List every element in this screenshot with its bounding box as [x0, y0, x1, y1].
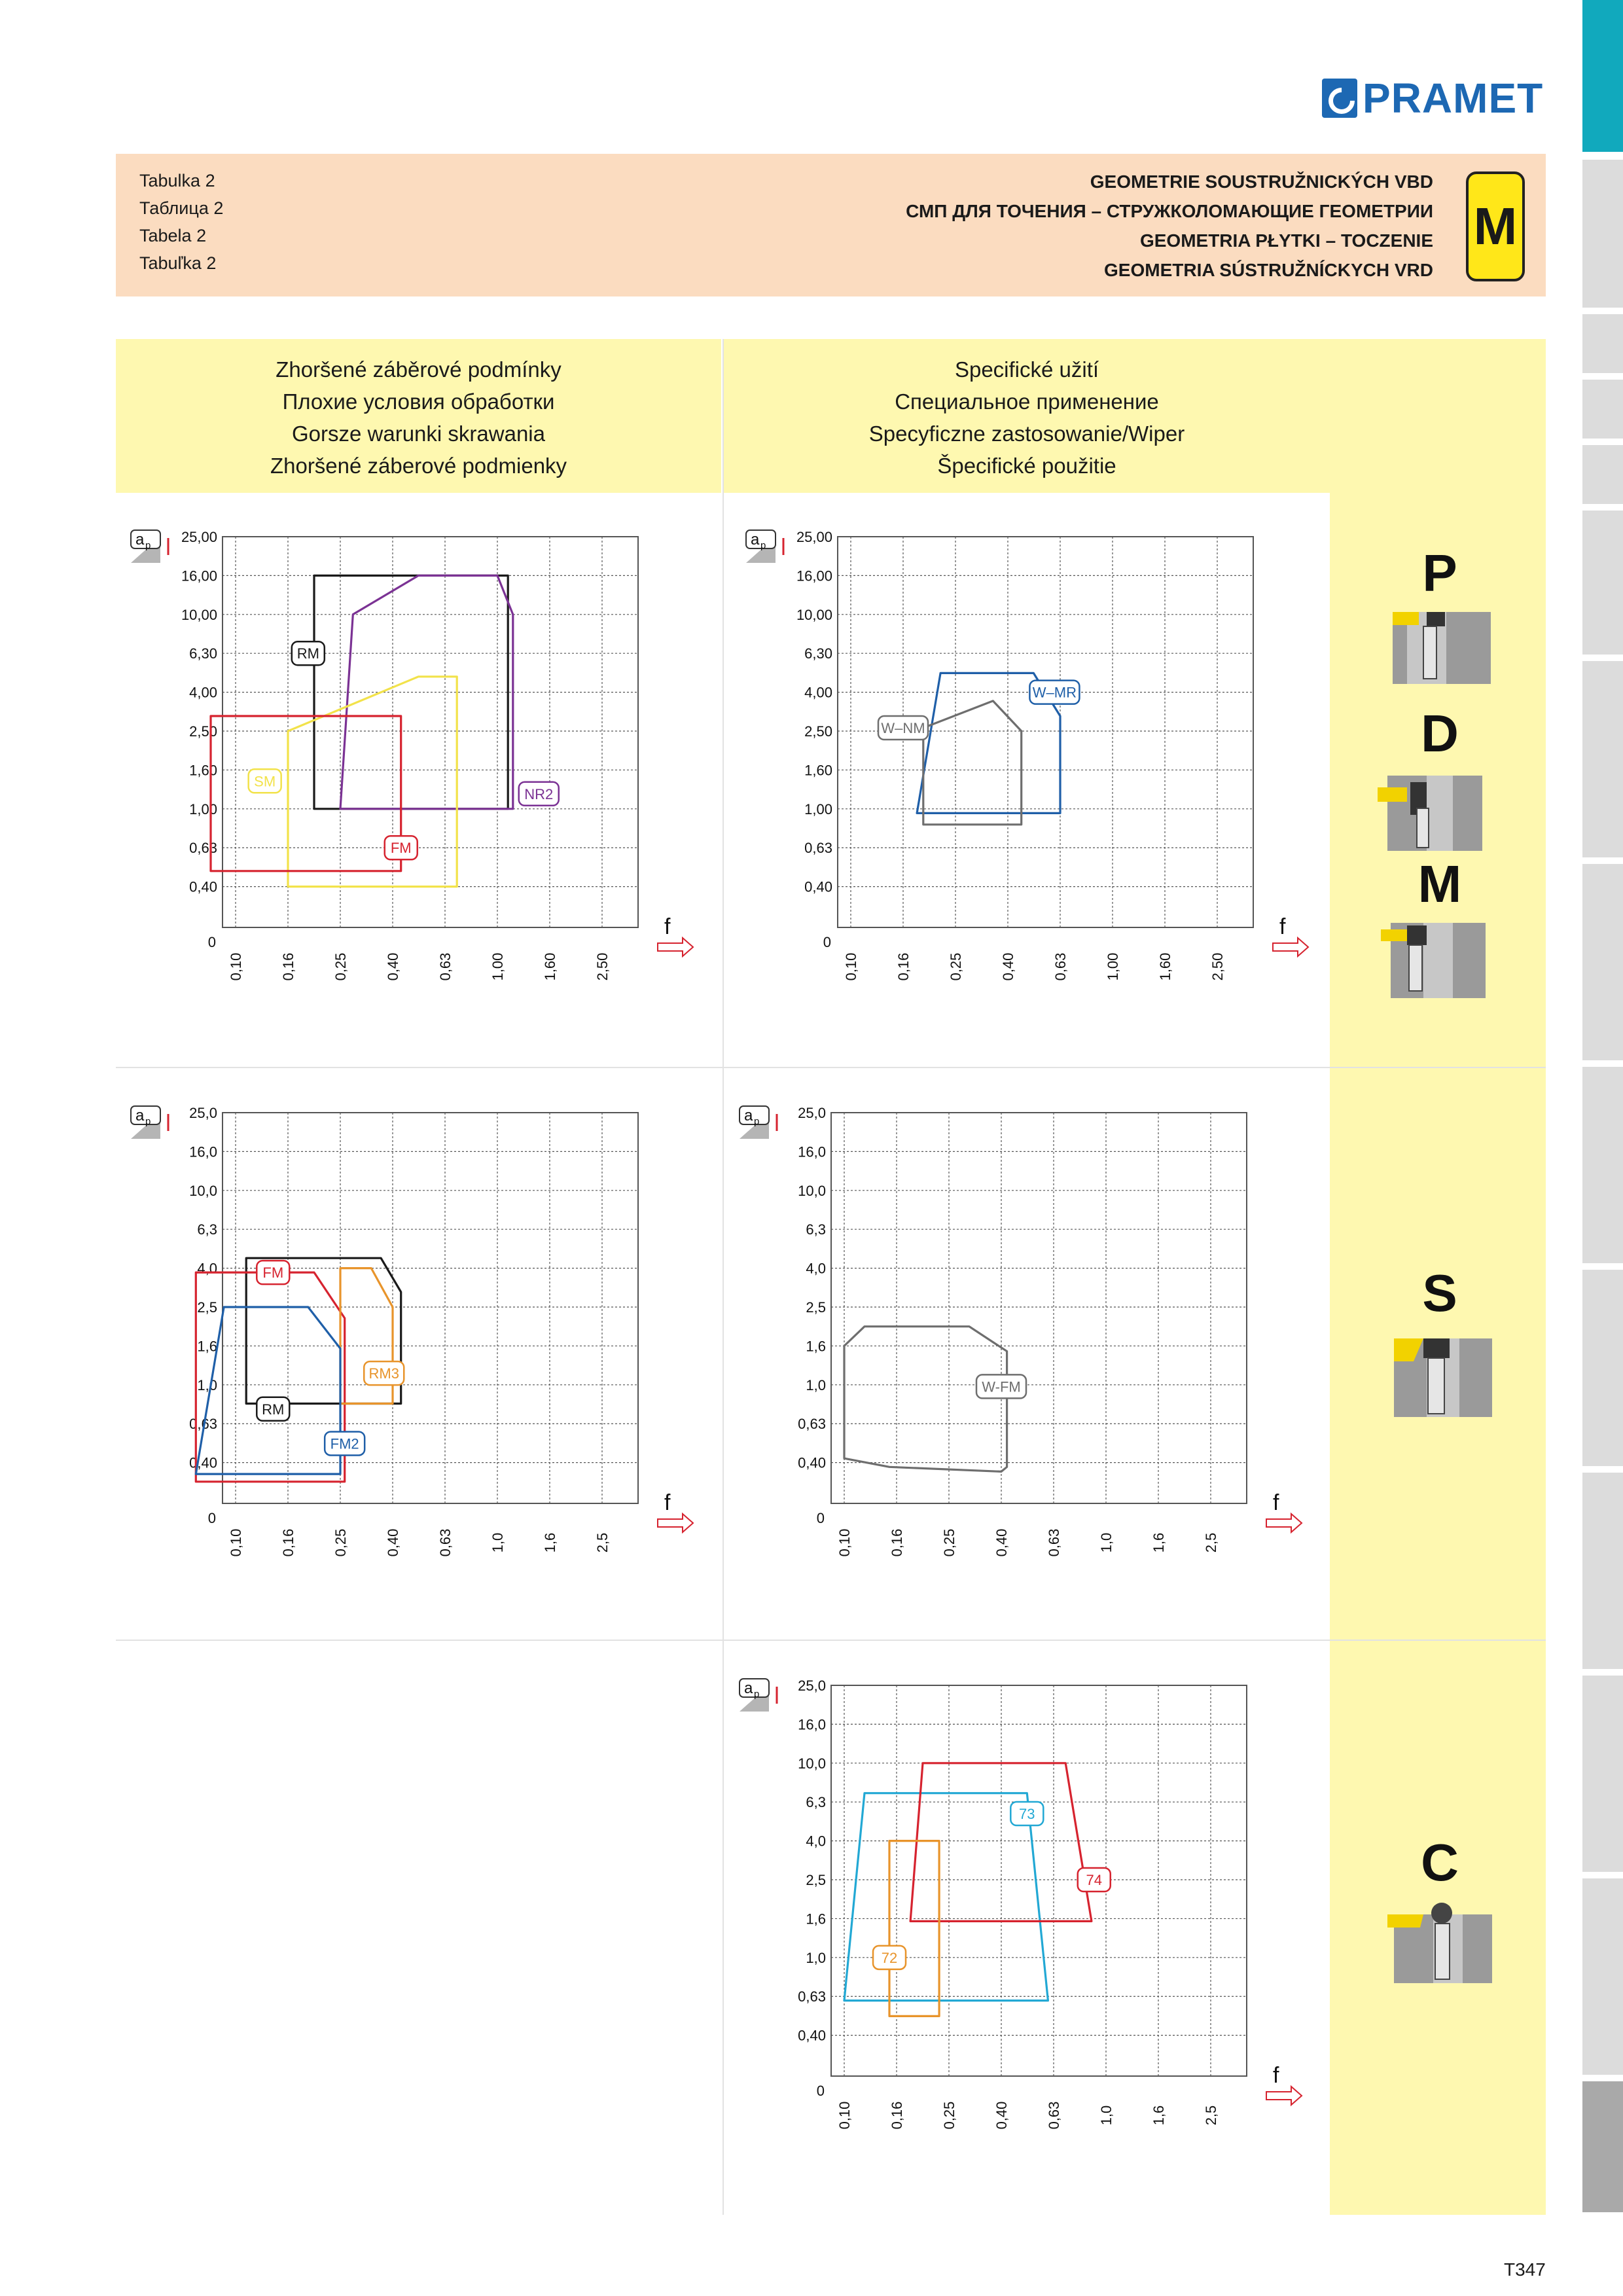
- section-tab[interactable]: [1582, 445, 1623, 504]
- column-header-left: [116, 339, 721, 493]
- section-tab[interactable]: [1582, 314, 1623, 373]
- brand-logo: [1322, 72, 1543, 124]
- insert-holder-m-icon: [1378, 916, 1489, 1001]
- y-tick-label: 1,6: [197, 1338, 217, 1355]
- series-label: FM: [262, 1265, 284, 1282]
- series-label: SM: [254, 773, 276, 790]
- column-divider: [722, 339, 724, 2215]
- y-tick-label: 6,30: [189, 645, 217, 662]
- x-tick-label: 1,0: [1098, 1532, 1115, 1553]
- x-tick-label: 0,40: [993, 2101, 1010, 2130]
- origin-label: 0: [816, 2083, 825, 2099]
- origin-label: 0: [207, 1510, 216, 1526]
- f-symbol: f: [664, 914, 671, 939]
- x-tick-label: 0,63: [437, 1528, 454, 1557]
- series-label: RM: [262, 1401, 285, 1418]
- section-tab[interactable]: [1582, 380, 1623, 439]
- series-label: W-FM: [982, 1378, 1021, 1395]
- f-symbol: f: [664, 1490, 671, 1515]
- f-arrow-icon: [1266, 2087, 1302, 2105]
- y-tick-label: 10,0: [798, 1755, 826, 1772]
- y-tick-label: 25,0: [798, 1105, 826, 1121]
- series-label: 72: [881, 1949, 898, 1966]
- x-tick-label: 0,10: [843, 952, 859, 981]
- x-tick-label: 1,0: [490, 1532, 506, 1553]
- y-tick-label: 16,0: [798, 1143, 826, 1160]
- page-number: T347: [1504, 2259, 1546, 2280]
- table-number-cs: Tabulka 2: [139, 171, 215, 190]
- y-tick-label: 6,30: [804, 645, 832, 662]
- insert-holder-d-icon: [1374, 769, 1486, 854]
- column-left-pl: Gorsze warunki skrawania: [292, 422, 545, 446]
- y-tick-label: 1,6: [806, 1338, 826, 1355]
- y-tick-label: 2,5: [806, 1299, 826, 1316]
- ap-symbol-sub: p: [145, 1116, 151, 1127]
- ap-axis-icon: [740, 1679, 777, 1712]
- x-tick-label: 1,00: [1105, 952, 1121, 981]
- material-letter-d: D: [1421, 704, 1459, 762]
- table-number-pl: Tabela 2: [139, 226, 207, 245]
- x-tick-label: 0,16: [889, 1528, 905, 1557]
- chart-svg: [128, 1100, 717, 1597]
- brand-name: PRAMET: [1363, 75, 1544, 122]
- ap-symbol-sub: p: [760, 540, 766, 551]
- series-label: RM3: [368, 1365, 399, 1382]
- x-tick-label: 2,50: [594, 952, 611, 981]
- table-header: [116, 154, 1546, 296]
- x-tick-label: 0,10: [836, 2101, 853, 2130]
- y-tick-label: 10,0: [798, 1182, 826, 1199]
- f-arrow-icon: [658, 938, 693, 956]
- y-tick-label: 0,40: [798, 2027, 826, 2044]
- x-tick-label: 0,25: [941, 1528, 957, 1557]
- material-letter-m: M: [1418, 855, 1462, 913]
- y-tick-label: 16,0: [189, 1143, 217, 1160]
- x-tick-label: 1,6: [1150, 1532, 1167, 1553]
- ap-axis-icon: [131, 1106, 168, 1139]
- section-tab[interactable]: [1582, 160, 1623, 308]
- y-tick-label: 1,0: [197, 1376, 217, 1393]
- x-tick-label: 0,16: [280, 1528, 296, 1557]
- y-tick-label: 1,00: [804, 800, 832, 817]
- x-tick-label: 0,10: [228, 1528, 244, 1557]
- y-tick-label: 0,40: [189, 1454, 217, 1471]
- x-tick-label: 0,40: [1000, 952, 1016, 981]
- f-symbol: f: [1279, 914, 1286, 939]
- table-title-pl: GEOMETRIA PŁYTKI – TOCZENIE: [1139, 230, 1433, 251]
- x-tick-label: 0,10: [228, 952, 244, 981]
- ap-axis-icon: [131, 530, 168, 563]
- column-left-ru: Плохие условия обработки: [282, 389, 555, 414]
- x-tick-label: 0,16: [895, 952, 912, 981]
- plot-frame: [831, 1113, 1247, 1503]
- series-label: W–MR: [1032, 684, 1077, 701]
- y-tick-label: 0,63: [189, 840, 217, 857]
- series-label: RM: [296, 645, 319, 662]
- x-tick-label: 0,25: [948, 952, 964, 981]
- y-tick-label: 0,63: [804, 840, 832, 857]
- pramet-logo-icon: [1322, 79, 1357, 118]
- plot-frame: [223, 537, 638, 927]
- column-header-right: [724, 339, 1330, 493]
- material-group-badge: M: [1466, 171, 1525, 281]
- column-right-pl: Specyficzne zastosowanie/Wiper: [868, 422, 1185, 446]
- x-tick-label: 1,6: [1150, 2105, 1167, 2126]
- table-title-cs: GEOMETRIE SOUSTRUŽNICKÝCH VBD: [1090, 171, 1433, 192]
- ap-axis-icon: [746, 530, 783, 563]
- x-tick-label: 1,6: [542, 1532, 558, 1553]
- material-letter-c: C: [1421, 1833, 1459, 1892]
- x-tick-label: 1,0: [1098, 2105, 1115, 2126]
- ap-symbol-sub: p: [145, 540, 151, 551]
- y-tick-label: 1,00: [189, 800, 217, 817]
- ap-symbol-sub: p: [754, 1689, 760, 1700]
- series-label: 74: [1086, 1872, 1102, 1889]
- y-tick-label: 0,63: [798, 1988, 826, 2005]
- row-divider: [116, 1067, 1546, 1068]
- chart-pdm-right: [743, 524, 1332, 1024]
- y-tick-label: 6,3: [806, 1794, 826, 1811]
- section-tab-active[interactable]: [1582, 0, 1623, 152]
- table-title-ru: СМП ДЛЯ ТОЧЕНИЯ – СТРУЖКОЛОМАЮЩИЕ ГЕОМЕТРИИ: [906, 201, 1433, 221]
- y-tick-label: 16,00: [181, 567, 217, 584]
- y-tick-label: 10,00: [796, 606, 832, 623]
- x-tick-label: 0,25: [332, 1528, 349, 1557]
- x-tick-label: 1,60: [542, 952, 558, 981]
- material-letter-s: S: [1422, 1264, 1457, 1322]
- y-tick-label: 1,60: [189, 762, 217, 779]
- y-tick-label: 0,40: [804, 878, 832, 895]
- column-right-cs: Specifické užití: [954, 357, 1099, 382]
- chart-svg: [128, 524, 717, 1021]
- y-tick-label: 0,63: [189, 1416, 217, 1433]
- section-tab[interactable]: [1582, 1473, 1623, 1669]
- ap-symbol: a: [744, 1107, 753, 1124]
- y-tick-label: 25,0: [798, 1677, 826, 1694]
- y-tick-label: 16,00: [796, 567, 832, 584]
- y-tick-label: 6,3: [197, 1221, 217, 1238]
- x-tick-label: 0,63: [1046, 1528, 1062, 1557]
- y-tick-label: 25,00: [181, 529, 217, 545]
- ap-symbol-sub: p: [754, 1116, 760, 1127]
- column-right-sk: Špecifické použitie: [937, 454, 1116, 478]
- series-label: FM: [390, 840, 412, 857]
- x-tick-label: 0,10: [836, 1528, 853, 1557]
- x-tick-label: 0,25: [941, 2101, 957, 2130]
- x-tick-label: 1,00: [490, 952, 506, 981]
- y-tick-label: 1,0: [806, 1949, 826, 1966]
- origin-label: 0: [816, 1510, 825, 1526]
- table-number: [139, 167, 223, 277]
- table-title: [906, 167, 1433, 285]
- x-tick-label: 2,5: [1203, 1532, 1219, 1553]
- x-tick-label: 0,16: [280, 952, 296, 981]
- series-label: W–NM: [881, 720, 925, 737]
- ap-symbol: a: [744, 1679, 753, 1697]
- x-tick-label: 0,63: [437, 952, 454, 981]
- y-tick-label: 1,0: [806, 1376, 826, 1393]
- section-tab[interactable]: [1582, 864, 1623, 1060]
- origin-label: 0: [823, 934, 831, 950]
- y-tick-label: 1,6: [806, 1910, 826, 1928]
- section-tab[interactable]: [1582, 1270, 1623, 1466]
- table-number-ru: Таблица 2: [139, 198, 224, 218]
- section-tab[interactable]: [1582, 661, 1623, 857]
- insert-holder-p-icon: [1387, 605, 1499, 691]
- ap-symbol: a: [751, 531, 760, 548]
- x-tick-label: 0,40: [385, 952, 401, 981]
- chart-s-left: [128, 1100, 717, 1600]
- plot-frame: [831, 1685, 1247, 2076]
- section-tabs: [1582, 0, 1623, 2296]
- f-arrow-icon: [658, 1514, 693, 1532]
- y-tick-label: 0,40: [189, 878, 217, 895]
- table-title-sk: GEOMETRIA SÚSTRUŽNÍCKYCH VRD: [1104, 260, 1433, 280]
- series-label: FM2: [330, 1435, 359, 1452]
- ap-symbol: a: [135, 1107, 145, 1124]
- section-tab[interactable]: [1582, 1878, 1623, 2075]
- section-tab[interactable]: [1582, 1676, 1623, 1872]
- y-tick-label: 4,0: [806, 1833, 826, 1850]
- x-tick-label: 0,25: [332, 952, 349, 981]
- chart-svg: [736, 1100, 1325, 1597]
- x-tick-label: 2,5: [594, 1532, 611, 1553]
- y-tick-label: 25,0: [189, 1105, 217, 1121]
- column-left-cs: Zhoršené záběrové podmínky: [276, 357, 562, 382]
- chart-pdm-left: [128, 524, 717, 1024]
- series-label: NR2: [524, 785, 554, 802]
- chart-svg: [743, 524, 1332, 1021]
- insert-holder-c-icon: [1384, 1901, 1495, 1986]
- y-tick-label: 0,63: [798, 1416, 826, 1433]
- ap-axis-icon: [740, 1106, 777, 1139]
- chart-s-right: [736, 1100, 1325, 1600]
- section-tab[interactable]: [1582, 1067, 1623, 1263]
- section-tab[interactable]: [1582, 2081, 1623, 2212]
- x-tick-label: 0,16: [889, 2101, 905, 2130]
- y-tick-label: 2,50: [804, 723, 832, 740]
- y-tick-label: 4,0: [806, 1260, 826, 1277]
- x-tick-label: 1,60: [1157, 952, 1173, 981]
- ap-symbol: a: [135, 531, 145, 548]
- origin-label: 0: [207, 934, 216, 950]
- y-tick-label: 10,00: [181, 606, 217, 623]
- f-arrow-icon: [1273, 938, 1308, 956]
- y-tick-label: 4,00: [804, 684, 832, 701]
- column-left-sk: Zhoršené záberové podmienky: [270, 454, 567, 478]
- x-tick-label: 2,5: [1203, 2105, 1219, 2126]
- f-symbol: f: [1273, 1490, 1279, 1515]
- x-tick-label: 0,40: [993, 1528, 1010, 1557]
- section-tab[interactable]: [1582, 511, 1623, 655]
- y-tick-label: 0,40: [798, 1454, 826, 1471]
- insert-holder-s-icon: [1387, 1335, 1499, 1420]
- x-tick-label: 0,63: [1052, 952, 1069, 981]
- y-tick-label: 2,5: [806, 1872, 826, 1889]
- y-tick-label: 2,50: [189, 723, 217, 740]
- column-right-ru: Специальное применение: [895, 389, 1159, 414]
- y-tick-label: 16,0: [798, 1716, 826, 1733]
- y-tick-label: 4,0: [197, 1260, 217, 1277]
- x-tick-label: 2,50: [1209, 952, 1226, 981]
- table-number-sk: Tabuľka 2: [139, 253, 217, 273]
- y-tick-label: 6,3: [806, 1221, 826, 1238]
- y-tick-label: 4,00: [189, 684, 217, 701]
- x-tick-label: 0,40: [385, 1528, 401, 1557]
- y-tick-label: 2,5: [197, 1299, 217, 1316]
- f-symbol: f: [1273, 2063, 1279, 2088]
- material-letter-p: P: [1422, 544, 1457, 602]
- f-arrow-icon: [1266, 1514, 1302, 1532]
- chart-c-right: [736, 1672, 1325, 2173]
- series-label: 73: [1019, 1805, 1035, 1822]
- y-tick-label: 1,60: [804, 762, 832, 779]
- y-tick-label: 25,00: [796, 529, 832, 545]
- x-tick-label: 0,63: [1046, 2101, 1062, 2130]
- y-tick-label: 10,0: [189, 1182, 217, 1199]
- row-divider: [116, 1640, 1546, 1641]
- chart-svg: [736, 1672, 1325, 2170]
